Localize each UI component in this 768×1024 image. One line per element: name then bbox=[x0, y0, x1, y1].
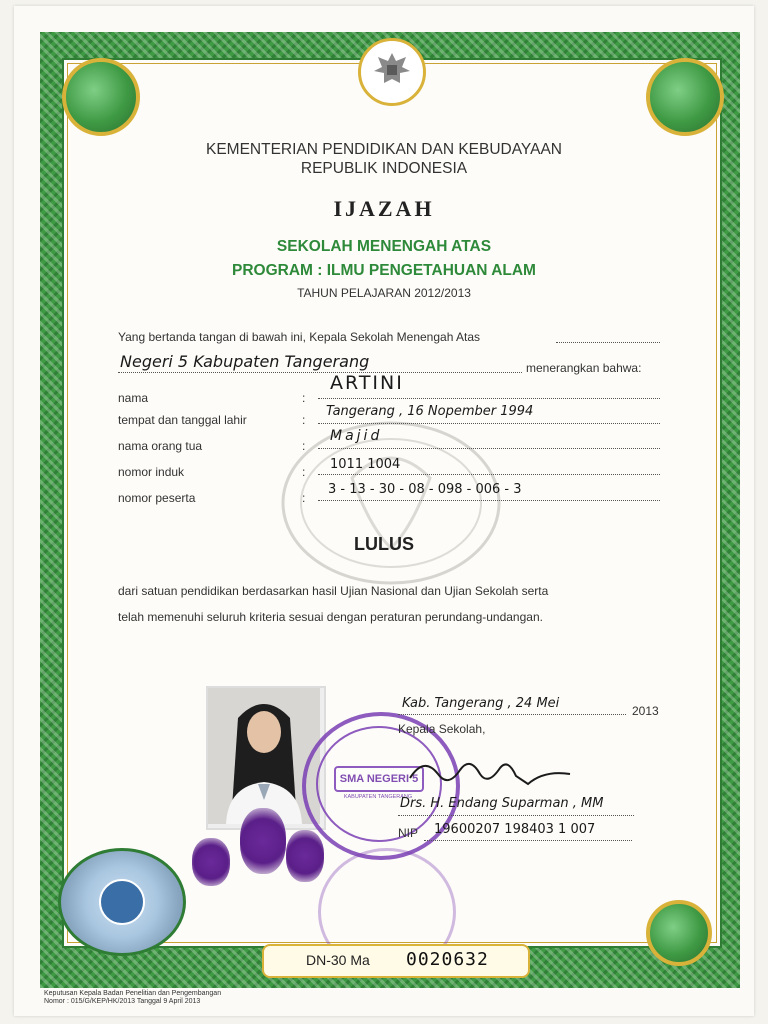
school-level: SEKOLAH MENENGAH ATAS bbox=[276, 238, 492, 255]
intro-dotline bbox=[556, 342, 660, 343]
fingerprint bbox=[192, 838, 230, 886]
declares-text: menerangkan bahwa: bbox=[526, 361, 642, 375]
field-label-student-number: nomor induk bbox=[118, 465, 185, 479]
fingerprint bbox=[286, 830, 324, 882]
fingerprint bbox=[240, 808, 286, 874]
signatory-dotline bbox=[398, 815, 634, 816]
footnote-line-1: Keputusan Kepala Badan Penelitian dan Pengembangan bbox=[44, 990, 222, 997]
nip-value: 19600207 198403 1 007 bbox=[434, 822, 596, 837]
field-dotline bbox=[318, 423, 660, 424]
hologram-seal bbox=[58, 848, 186, 956]
result-lulus: LULUS bbox=[354, 534, 414, 554]
field-dotline bbox=[318, 448, 660, 449]
field-colon: : bbox=[302, 491, 306, 505]
field-value-name: ARTINI bbox=[330, 372, 404, 394]
corner-ornament-bottom-right bbox=[646, 900, 712, 966]
field-colon: : bbox=[302, 413, 306, 427]
decree-footnote bbox=[44, 990, 221, 1006]
serial-number-box bbox=[262, 944, 530, 978]
place-date-dotline bbox=[398, 714, 626, 715]
ministry-watermark-icon bbox=[272, 418, 510, 588]
field-colon: : bbox=[302, 439, 306, 453]
stamp-center-text: SMA NEGERI 5 bbox=[334, 766, 424, 792]
ministry-line-2: REPUBLIK INDONESIA bbox=[300, 160, 468, 177]
nip-label: NIP bbox=[398, 826, 419, 840]
corner-ornament-top-left bbox=[62, 58, 140, 136]
handwritten-signature-icon bbox=[404, 748, 574, 798]
signature-year: 2013 bbox=[632, 704, 659, 718]
ministry-logo-icon bbox=[99, 879, 145, 925]
ministry-heading bbox=[0, 140, 768, 178]
garuda-emblem-icon bbox=[358, 38, 426, 106]
signature-place-date: Kab. Tangerang , 24 Mei bbox=[402, 696, 560, 711]
document-title: IJAZAH bbox=[333, 196, 435, 221]
field-value-participant-number: 3 - 13 - 30 - 08 - 098 - 006 - 3 bbox=[328, 482, 522, 497]
serial-number: 0020632 bbox=[406, 949, 489, 970]
field-label-participant-number: nomor peserta bbox=[118, 491, 196, 505]
field-label-parent: nama orang tua bbox=[118, 439, 203, 453]
signature-role: Kepala Sekolah, bbox=[398, 722, 486, 736]
footnote-line-2: Nomor : 015/G/KEP/HK/2013 Tanggal 9 April 2013 bbox=[44, 998, 201, 1005]
field-label-name: nama bbox=[118, 391, 149, 405]
field-value-student-number: 1011 1004 bbox=[330, 457, 401, 472]
stamp-sub-text: KABUPATEN TANGERANG bbox=[343, 794, 413, 800]
field-dotline bbox=[318, 474, 660, 475]
field-value-birth: Tangerang , 16 Nopember 1994 bbox=[326, 404, 534, 419]
field-dotline bbox=[318, 398, 660, 399]
ministry-line-1: KEMENTERIAN PENDIDIKAN DAN KEBUDAYAAN bbox=[206, 141, 562, 158]
body-line-2: telah memenuhi seluruh kriteria sesuai dengan peraturan perundang-undangan. bbox=[118, 610, 543, 624]
field-colon: : bbox=[302, 391, 306, 405]
school-name-handwritten: Negeri 5 Kabupaten Tangerang bbox=[120, 352, 370, 371]
field-label-birth: tempat dan tanggal lahir bbox=[118, 413, 247, 427]
serial-prefix: DN-30 Ma bbox=[306, 952, 370, 968]
field-dotline bbox=[318, 500, 660, 501]
field-colon: : bbox=[302, 465, 306, 479]
school-name-dotline bbox=[118, 372, 522, 373]
academic-year: TAHUN PELAJARAN 2012/2013 bbox=[297, 286, 471, 300]
intro-statement: Yang bertanda tangan di bawah ini, Kepala Sekolah Menengah Atas bbox=[118, 330, 481, 344]
program-line: PROGRAM : ILMU PENGETAHUAN ALAM bbox=[232, 262, 536, 279]
signatory-name: Drs. H. Endang Suparman , MM bbox=[400, 796, 604, 811]
field-value-parent: Majid bbox=[330, 428, 383, 444]
body-line-1: dari satuan pendidikan berdasarkan hasil Ujian Nasional dan Ujian Sekolah serta bbox=[118, 584, 549, 598]
corner-ornament-top-right bbox=[646, 58, 724, 136]
nip-dotline bbox=[424, 840, 632, 841]
